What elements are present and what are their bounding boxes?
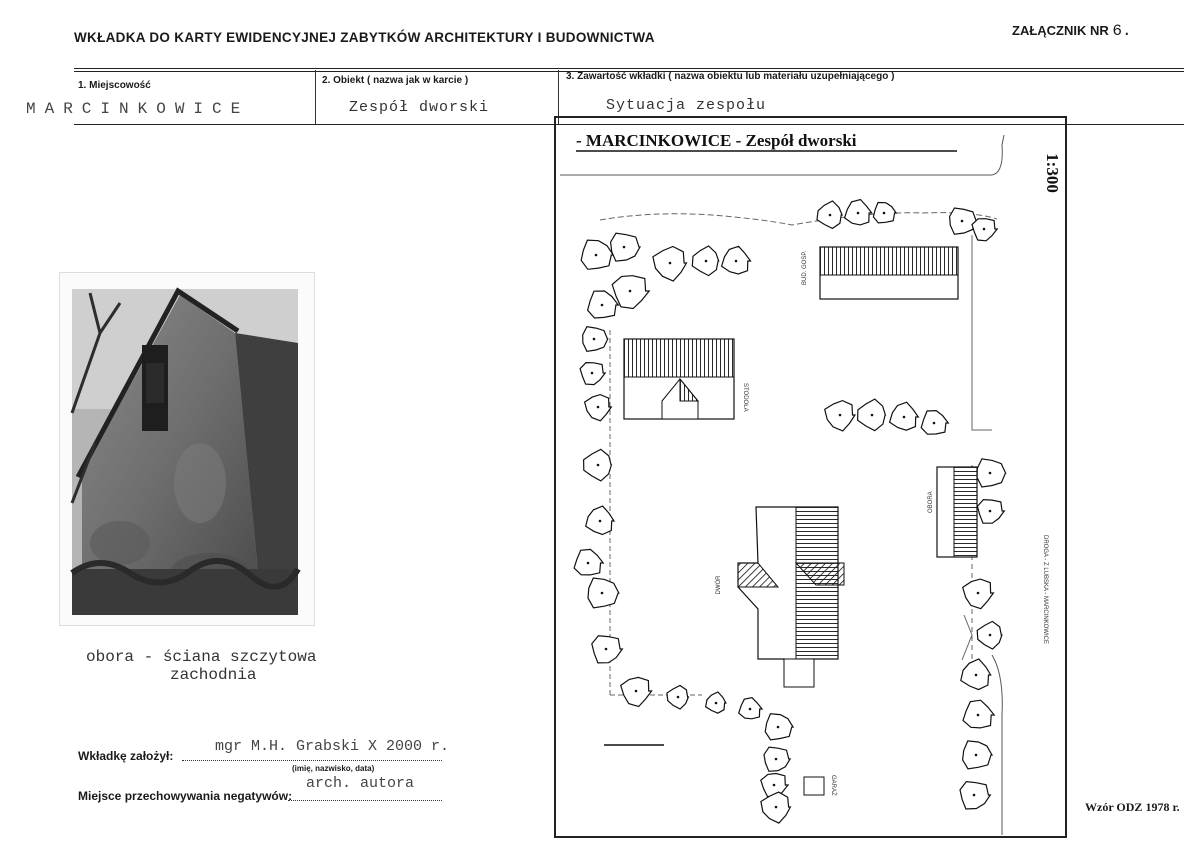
tree-symbol xyxy=(963,741,992,769)
tree-center-dot xyxy=(677,696,680,699)
tree-symbol xyxy=(977,459,1006,487)
founder-dotted-line xyxy=(182,760,442,761)
tree-center-dot xyxy=(975,674,978,677)
tree-center-dot xyxy=(989,510,992,513)
plan-title: - MARCINKOWICE - Zespół dworski xyxy=(576,131,857,150)
plan-scale: 1:300 xyxy=(1043,153,1062,193)
tree-center-dot xyxy=(599,520,602,523)
storage-dotted-line xyxy=(288,800,442,801)
barn-stodola-label: STODOŁA xyxy=(742,383,748,412)
tree-center-dot xyxy=(601,304,604,307)
garage xyxy=(804,777,824,795)
tree-center-dot xyxy=(587,562,590,565)
tree-center-dot xyxy=(669,262,672,265)
tree-center-dot xyxy=(715,702,718,705)
manor-label: DWÓR xyxy=(716,575,722,595)
tree-center-dot xyxy=(933,422,936,425)
place-value: MARCINKOWICE xyxy=(26,100,250,118)
object-label: 2. Obiekt ( nazwa jak w karcie ) xyxy=(322,75,469,86)
object-value: Zespół dworski xyxy=(349,99,490,116)
tree-symbol xyxy=(588,578,619,608)
tree-center-dot xyxy=(635,690,638,693)
photo-caption-line1: obora - ściana szczytowa xyxy=(86,648,317,666)
photo-caption-line2: zachodnia xyxy=(170,666,257,684)
tree-center-dot xyxy=(973,794,976,797)
storage-label: Miejsce przechowywania negatywów: xyxy=(78,789,293,803)
content-value: Sytuacja zespołu xyxy=(606,97,767,114)
road-label: DROGA - Z LUBSKA - MARCINKOWICE xyxy=(1042,535,1048,645)
annex-label xyxy=(1012,22,1132,40)
annex-label-text: ZAŁĄCZNIK NR xyxy=(1012,23,1109,38)
tree-center-dot xyxy=(623,246,626,249)
storage-value: arch. autora xyxy=(306,775,415,792)
tree-center-dot xyxy=(883,212,886,215)
tree-center-dot xyxy=(989,472,992,475)
tree-center-dot xyxy=(977,714,980,717)
tree-center-dot xyxy=(871,414,874,417)
tree-center-dot xyxy=(777,726,780,729)
form-title: WKŁADKA DO KARTY EWIDENCYJNEJ ZABYTKÓW ARCHITEKTURY I BUDOWNICTWA xyxy=(74,30,655,45)
garage-label: GARAŻ xyxy=(830,775,836,796)
tree-center-dot xyxy=(775,806,778,809)
barn-photo xyxy=(60,273,314,625)
tree-center-dot xyxy=(775,758,778,761)
founder-label: Wkładkę założył: xyxy=(78,749,174,763)
farm-building-label: BUD. GOSP. xyxy=(802,250,808,285)
tree-center-dot xyxy=(591,372,594,375)
annex-number: 6. xyxy=(1112,22,1132,40)
photo-frame xyxy=(59,272,315,626)
tree-center-dot xyxy=(605,648,608,651)
place-label: 1. Miejscowość xyxy=(78,80,151,91)
tree-center-dot xyxy=(601,592,604,595)
tree-center-dot xyxy=(989,634,992,637)
tree-center-dot xyxy=(629,290,632,293)
content-label: 3. Zawartość wkładki ( nazwa obiektu lub materiału uzupełniającego ) xyxy=(566,71,895,82)
photo-caption xyxy=(86,648,316,684)
tree-center-dot xyxy=(705,260,708,263)
tree-center-dot xyxy=(839,414,842,417)
tree-symbol xyxy=(611,233,640,261)
tree-center-dot xyxy=(595,254,598,257)
founder-hint: (imię, nazwisko, data) xyxy=(292,764,375,773)
template-note: Wzór ODZ 1978 r. xyxy=(1085,800,1180,814)
tree-center-dot xyxy=(829,214,832,217)
tree-center-dot xyxy=(593,338,596,341)
site-plan xyxy=(552,115,1070,840)
tree-center-dot xyxy=(597,464,600,467)
header-rule-top xyxy=(74,68,1184,69)
tree-center-dot xyxy=(597,406,600,409)
tree-center-dot xyxy=(975,754,978,757)
cowshed-obora-label: OBORA xyxy=(928,491,934,513)
tree-center-dot xyxy=(961,220,964,223)
tree-center-dot xyxy=(903,416,906,419)
tree-center-dot xyxy=(977,592,980,595)
tree-center-dot xyxy=(773,784,776,787)
founder-value: mgr M.H. Grabski X 2000 r. xyxy=(215,738,450,755)
tree-center-dot xyxy=(857,212,860,215)
field-divider-1 xyxy=(315,70,316,124)
tree-center-dot xyxy=(983,228,986,231)
tree-center-dot xyxy=(735,260,738,263)
tree-center-dot xyxy=(749,708,752,711)
